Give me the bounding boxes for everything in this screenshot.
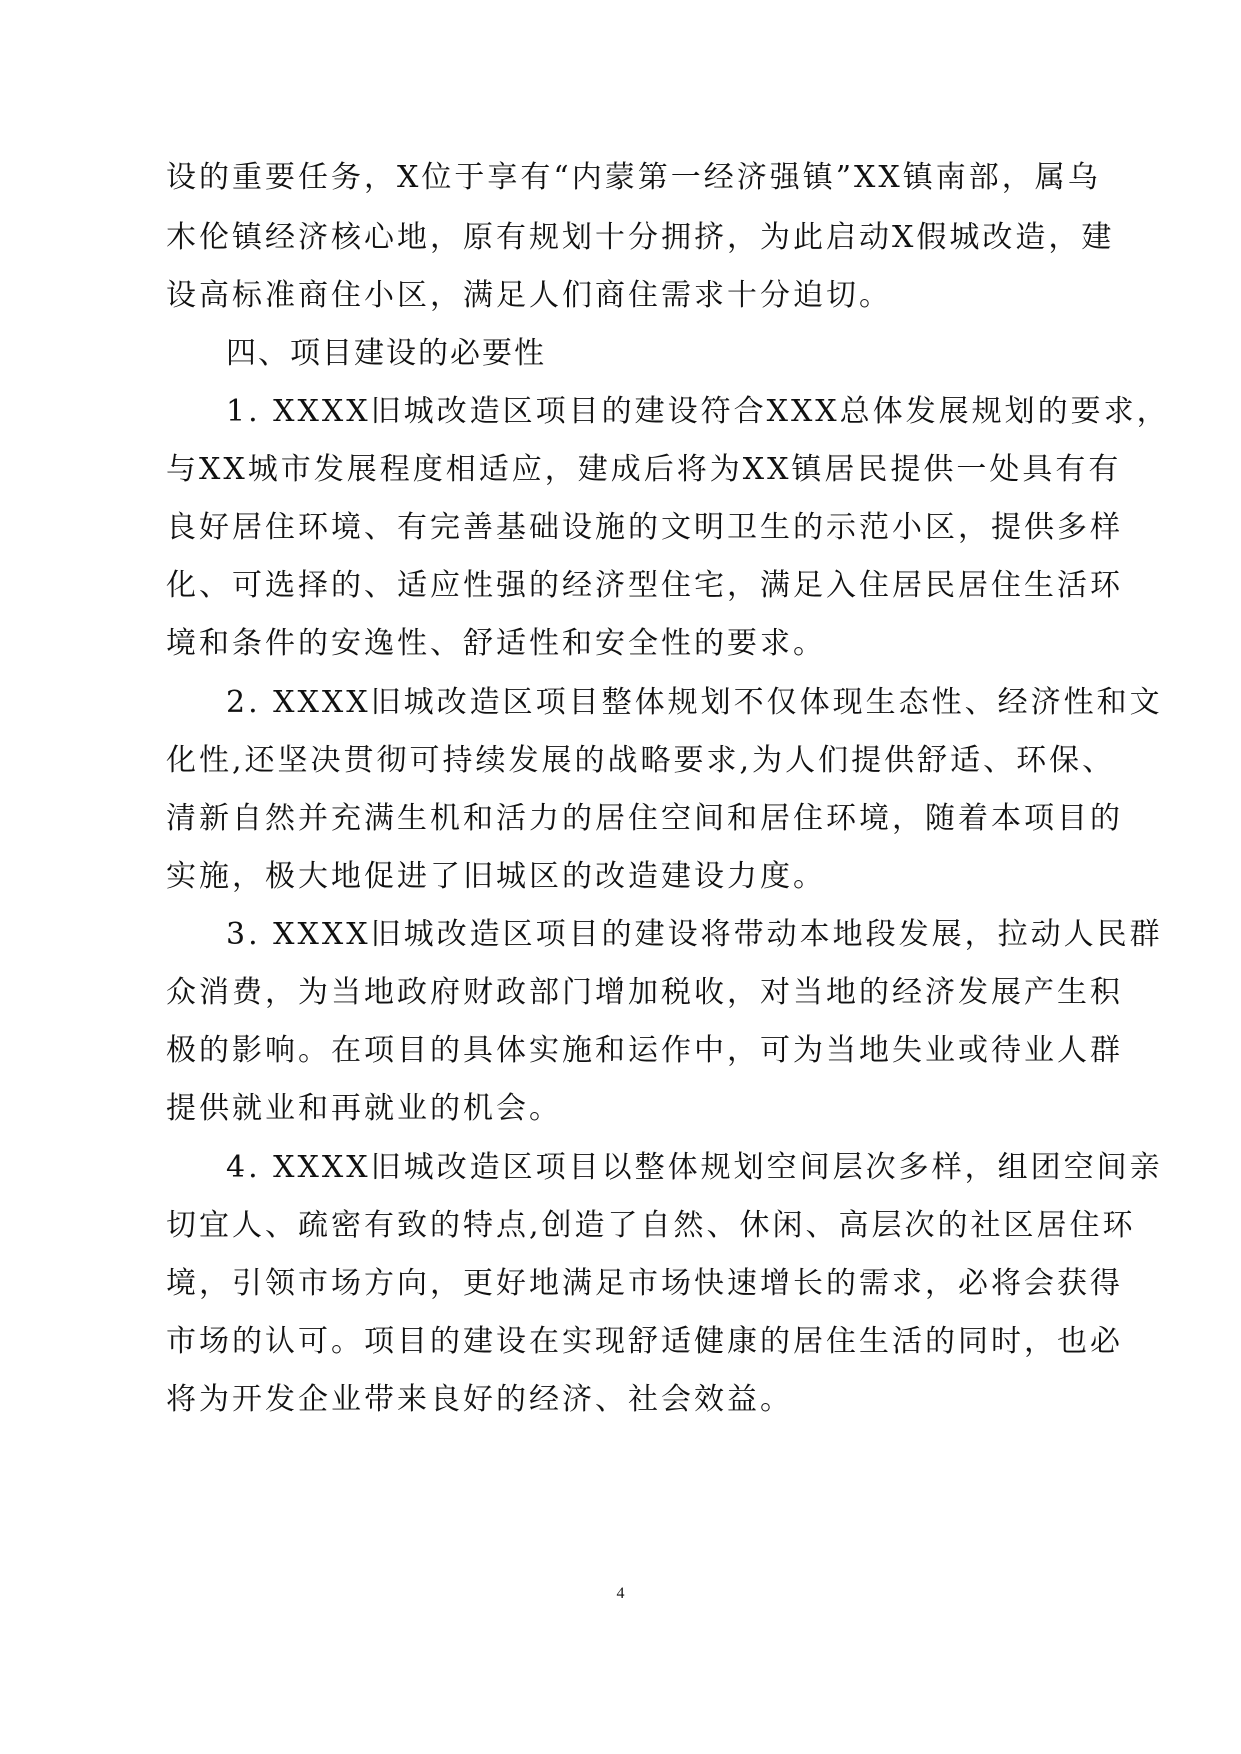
- paragraph-1-line-4: 化、可选择的、适应性强的经济型住宅，满足入住居民居住生活环: [166, 568, 1123, 603]
- section-heading: 四、项目建设的必要性: [226, 336, 546, 371]
- paragraph-3-line-3: 极的影响。在项目的具体实施和运作中，可为当地失业或待业人群: [166, 1033, 1123, 1068]
- paragraph-3-line-2: 众消费，为当地政府财政部门增加税收，对当地的经济发展产生积: [166, 975, 1123, 1010]
- paragraph-1-line-3: 良好居住环境、有完善基础设施的文明卫生的示范小区，提供多样: [166, 510, 1123, 545]
- text-line-3: 设高标准商住小区，满足人们商住需求十分迫切。: [166, 278, 892, 313]
- paragraph-4-line-3: 境，引领市场方向，更好地满足市场快速增长的需求，必将会获得: [166, 1266, 1123, 1301]
- paragraph-2-line-1: 2. XXXX旧城改造区项目整体规划不仅体现生态性、经济性和文: [226, 685, 1163, 720]
- page-number: 4: [616, 1585, 625, 1602]
- text-line-2: 木伦镇经济核心地，原有规划十分拥挤，为此启动X假城改造，建: [166, 220, 1115, 255]
- paragraph-2-line-3: 清新自然并充满生机和活力的居住空间和居住环境，随着本项目的: [166, 801, 1123, 836]
- paragraph-4-line-2: 切宜人、疏密有致的特点,创造了自然、休闲、高层次的社区居住环: [166, 1208, 1136, 1243]
- paragraph-4-line-5: 将为开发企业带来良好的经济、社会效益。: [166, 1382, 793, 1417]
- paragraph-1-line-1: 1. XXXX旧城改造区项目的建设符合XXX总体发展规划的要求，: [226, 394, 1170, 429]
- paragraph-4-line-1: 4. XXXX旧城改造区项目以整体规划空间层次多样，组团空间亲: [226, 1150, 1163, 1185]
- paragraph-2-line-2: 化性,还坚决贯彻可持续发展的战略要求,为人们提供舒适、环保、: [166, 743, 1116, 778]
- paragraph-3-line-1: 3. XXXX旧城改造区项目的建设将带动本地段发展，拉动人民群: [226, 917, 1163, 952]
- paragraph-1-line-2: 与XX城市发展程度相适应，建成后将为XX镇居民提供一处具有有: [166, 452, 1122, 487]
- paragraph-3-line-4: 提供就业和再就业的机会。: [166, 1091, 562, 1126]
- paragraph-4-line-4: 市场的认可。项目的建设在实现舒适健康的居住生活的同时，也必: [166, 1324, 1123, 1359]
- paragraph-1-line-5: 境和条件的安逸性、舒适性和安全性的要求。: [166, 626, 826, 661]
- text-line-1: 设的重要任务，X位于享有“内蒙第一经济强镇”XX镇南部，属乌: [166, 160, 1101, 195]
- paragraph-2-line-4: 实施，极大地促进了旧城区的改造建设力度。: [166, 859, 826, 894]
